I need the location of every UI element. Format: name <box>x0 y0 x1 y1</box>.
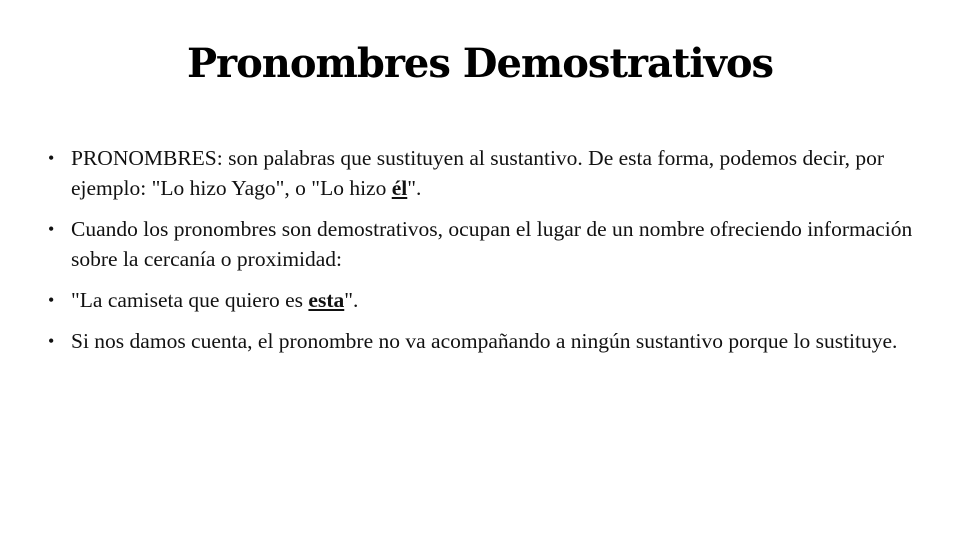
bullet-text: Cuando los pronombres son demostrativos, ocupan el lugar de un nombre ofreciendo información sobre la cercanía o proximidad: <box>71 217 913 271</box>
bullet-item-pronombres <box>48 143 918 203</box>
bullet-icon: • <box>48 219 55 239</box>
bullet-list <box>48 143 918 367</box>
emphasis-word: él <box>391 176 408 200</box>
bullet-text-after: ". <box>344 288 359 312</box>
emphasis-word: esta <box>308 288 345 312</box>
bullet-text: Si nos damos cuenta, el pronombre no va acompañando a ningún sustantivo porque lo sustituye. <box>71 329 898 353</box>
bullet-item-conclusion <box>48 326 918 356</box>
bullet-item-demostrativos <box>48 214 918 274</box>
slide-title: Pronombres Demostrativos <box>186 40 774 87</box>
bullet-text-before: "La camiseta que quiero es <box>71 288 309 312</box>
bullet-icon: • <box>48 148 55 168</box>
bullet-icon: • <box>48 290 55 310</box>
bullet-icon: • <box>48 331 55 351</box>
bullet-text-before: PRONOMBRES: son palabras que sustituyen al sustantivo. De esta forma, podemos decir, por ejemplo: "Lo hizo Yago", o "Lo hizo <box>71 146 885 200</box>
bullet-text-after: ". <box>407 176 422 200</box>
bullet-item-ejemplo <box>48 285 918 315</box>
